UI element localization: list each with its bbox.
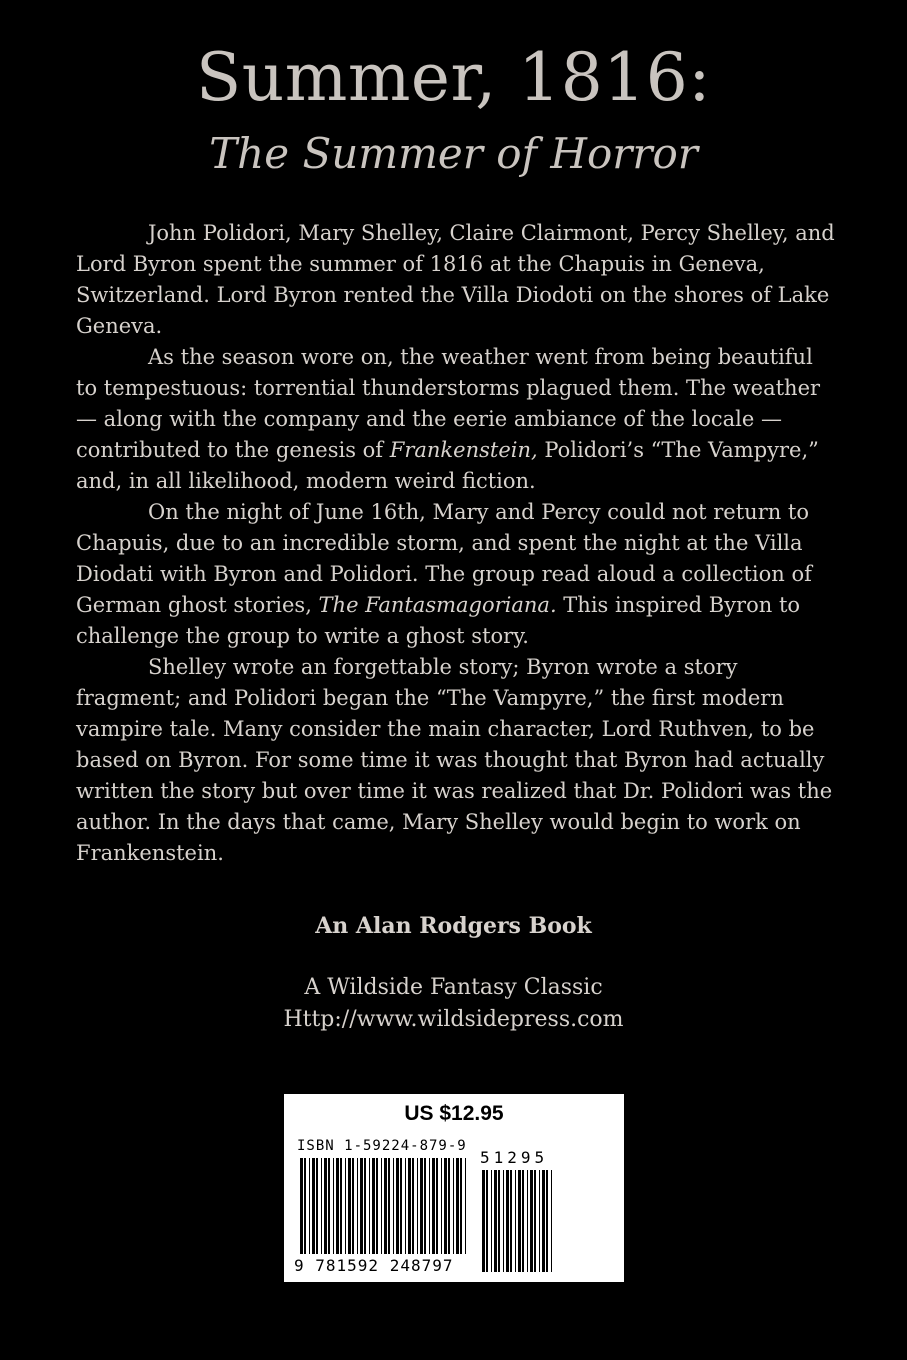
paragraph-2: [76, 342, 836, 497]
barcode-bar: [539, 1170, 540, 1272]
barcode-bar: [328, 1158, 330, 1254]
barcode-bar: [527, 1170, 528, 1272]
barcode-bar: [491, 1170, 492, 1272]
barcode-bar: [530, 1170, 533, 1272]
barcode-bar: [381, 1158, 382, 1254]
barcode-bar: [333, 1158, 334, 1254]
barcode-bar: [494, 1170, 497, 1272]
paragraph-2-start: As the season wore on, the weather went from being beautiful to tempestuous: torrential thunderstorms plagued them. The weather — along with the company and the eerie ambiance of the locale — contributed to the genesis of: [76, 345, 821, 462]
barcode-bar: [460, 1158, 462, 1254]
barcode-bar: [542, 1170, 545, 1272]
barcode-bar: [321, 1158, 322, 1254]
barcode-bar: [348, 1158, 351, 1254]
barcode-bar: [429, 1158, 430, 1254]
isbn-text: ISBN 1-59224-879-9: [297, 1138, 467, 1154]
barcode-bar: [376, 1158, 378, 1254]
paragraph-4: Shelley wrote an forgettable story; Byron wrote a story fragment; and Polidori began the “The Vampyre,” the first modern vampire tale. Many consider the main character, Lord Ruthven, to be based on Byron. For some time it was thought that Byron had actually written the story but over time it was realized that Dr. Polidori was the author. In the days that came, Mary Shelley would begin to work on Frankenstein.: [76, 655, 833, 865]
barcode-bar: [345, 1158, 346, 1254]
barcode-bar: [417, 1158, 418, 1254]
barcode-bar: [357, 1158, 358, 1254]
barcode-bar: [396, 1158, 399, 1254]
paragraph-2-end: Polidori’s “The Vampyre,” and, in all likelihood, modern weird fiction.: [76, 438, 819, 493]
barcode-bar: [316, 1158, 318, 1254]
book-title: Summer, 1816:: [196, 39, 711, 116]
barcode-bar: [436, 1158, 438, 1254]
barcode-bar: [456, 1158, 459, 1254]
barcode-bar: [551, 1170, 552, 1272]
barcode-bar: [482, 1170, 485, 1272]
barcode-bar: [498, 1170, 500, 1272]
barcode-bar: [506, 1170, 509, 1272]
barcode-bar: [312, 1158, 315, 1254]
barcode-bar: [465, 1158, 466, 1254]
barcode-bar: [309, 1158, 310, 1254]
barcode-bar: [444, 1158, 447, 1254]
paragraph-3: [76, 497, 836, 652]
barcode-bars: [284, 1094, 624, 1282]
barcode-bar: [304, 1158, 306, 1254]
barcode-bar: [420, 1158, 423, 1254]
barcode-bar: [364, 1158, 366, 1254]
barcode-bar: [518, 1170, 521, 1272]
series-line: A Wildside Fantasy Classic: [304, 975, 603, 1000]
barcode-bar: [522, 1170, 524, 1272]
barcode-bar: [486, 1170, 488, 1272]
barcode-bar: [432, 1158, 435, 1254]
ean-number: 9 781592 248797: [294, 1256, 454, 1275]
barcode-bar: [405, 1158, 406, 1254]
paragraph-3-end: This inspired Byron to challenge the group to write a ghost story.: [76, 593, 801, 648]
addon-number: 51295: [480, 1148, 549, 1167]
paragraph-1: John Polidori, Mary Shelley, Claire Clairmont, Percy Shelley, and Lord Byron spent the summer of 1816 at the Chapuis in Geneva, Switzerland. Lord Byron rented the Villa Diodoti on the shores of Lake Geneva.: [76, 221, 835, 338]
book-subtitle: The Summer of Horror: [209, 129, 698, 178]
barcode-bar: [369, 1158, 370, 1254]
barcode-bar: [453, 1158, 454, 1254]
barcode-bar: [300, 1158, 303, 1254]
publisher-url: Http://www.wildsidepress.com: [283, 1007, 624, 1032]
barcode-label: [284, 1094, 624, 1282]
barcode-bar: [336, 1158, 339, 1254]
barcode-bar: [352, 1158, 354, 1254]
barcode-bar: [384, 1158, 387, 1254]
barcode-bar: [340, 1158, 342, 1254]
barcode-bar: [510, 1170, 512, 1272]
barcode-bar: [324, 1158, 327, 1254]
barcode-bar: [412, 1158, 414, 1254]
description: [76, 218, 836, 869]
barcode-bar: [534, 1170, 536, 1272]
barcode-bar: [515, 1170, 516, 1272]
imprint-line: An Alan Rodgers Book: [315, 913, 592, 939]
paragraph-3-italic: The Fantasmagoriana.: [318, 593, 557, 617]
barcode-bar: [388, 1158, 390, 1254]
barcode-bar: [408, 1158, 411, 1254]
barcode-bar: [360, 1158, 363, 1254]
price-label: US $12.95: [404, 1102, 504, 1125]
barcode-bar: [400, 1158, 402, 1254]
barcode-bar: [448, 1158, 450, 1254]
paragraph-3-start: On the night of June 16th, Mary and Percy could not return to Chapuis, due to an incredible storm, and spent the night at the Villa Diodati with Byron and Polidori. The group read aloud a collection of German ghost stories,: [76, 500, 812, 617]
barcode-bar: [393, 1158, 394, 1254]
barcode-bar: [441, 1158, 442, 1254]
barcode-bar: [424, 1158, 426, 1254]
barcode-bar: [372, 1158, 375, 1254]
barcode-bar: [546, 1170, 548, 1272]
barcode-bar: [503, 1170, 504, 1272]
paragraph-2-italic: Frankenstein,: [389, 438, 538, 462]
